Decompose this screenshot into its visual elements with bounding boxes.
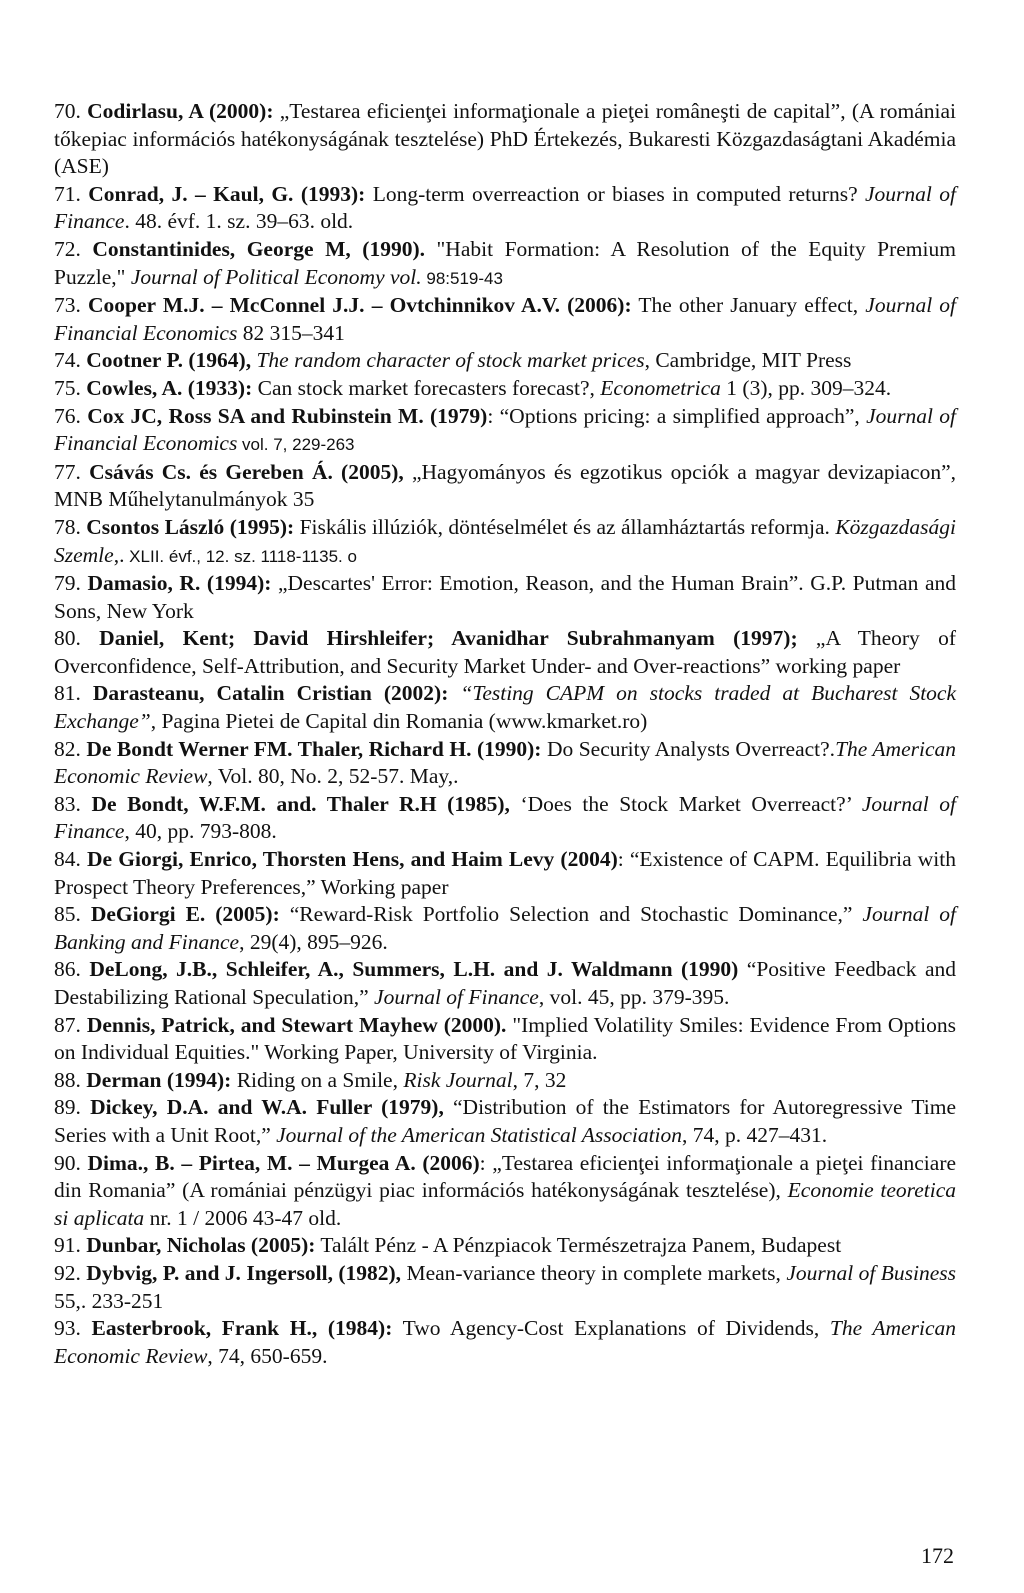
reference-entry [54,236,956,292]
reference-entry [54,459,956,514]
entry-text: , vol. 45, pp. 379-395. [538,985,730,1009]
entry-text: 55,. 233-251 [54,1288,164,1313]
entry-journal: Econometrica [600,375,721,400]
entry-text: 98:519-43 [421,268,503,288]
entry-journal: Journal of Finance [374,985,539,1009]
entry-text: . 48. évf. 1. sz. 39–63. old. [124,209,354,234]
entry-authors: De Giorgi, Enrico, Thorsten Hens, and Haim Levy (2004) [87,847,618,872]
entry-text: "Habit Formation: A Resolution of the Equity Premium Puzzle," [54,236,956,289]
entry-authors: Darasteanu, Catalin Cristian (2002): [92,681,449,706]
entry-journal: Journal of Business [786,1260,957,1285]
reference-entry [54,1094,956,1149]
entry-title: The random character of stock market prices [256,348,645,373]
reference-entry [54,292,956,347]
entry-journal: Journal of Financial Economics [54,403,957,456]
entry-text: “Reward-Risk Portfolio Selection and Stochastic Dominance,” [279,902,863,927]
entry-authors: Dennis, Patrick, and Stewart Mayhew (2000). [86,1012,507,1037]
reference-entry [54,625,956,680]
entry-authors: Dima., B. – Pirtea, M. – Murgea A. (2006) [87,1150,480,1175]
entry-text: „Hagyományos és egzotikus opciók a magyar devizapiacon”, MNB Műhelytanulmányok 35 [54,459,956,512]
entry-authors: Derman (1994): [86,1067,232,1092]
entry-number: 84. [54,847,81,872]
entry-text: , Pagina Pietei de Capital din Romania (www.kmarket.ro) [150,709,648,734]
entry-journal: Journal of Financial Economics [54,293,957,345]
entry-text: “Distribution of the Estimators for Autoregressive Time Series with a Unit Root,” [54,1095,957,1147]
entry-number: 75. [54,375,81,400]
entry-number: 70. [54,99,81,123]
entry-number: 73. [54,293,81,318]
entry-authors: Cooper M.J. – McConnel J.J. – Ovtchinnikov A.V. (2006): [88,293,632,318]
entry-number: 89. [54,1095,81,1120]
entry-text: , 40, pp. 793-808. [124,819,277,844]
entry-authors: Dunbar, Nicholas (2005): [86,1233,316,1258]
entry-text: Riding on a Smile, [231,1067,404,1092]
reference-entry [54,403,956,459]
entry-text: XLII. évf., 12. sz. 1118-1135. o [124,546,357,566]
entry-journal: Journal of Finance [54,181,957,234]
reference-entry [54,901,956,956]
entry-text: : “Existence of CAPM. Equilibria with Prospect Theory Preferences,” Working paper [54,847,956,899]
reference-entry [54,791,956,846]
entry-number: 82. [54,736,81,761]
entry-number: 91. [54,1233,81,1258]
entry-journal: The American Economic Review [54,736,956,789]
entry-authors: Csontos László (1995): [86,514,295,539]
entry-number: 77. [54,459,81,484]
entry-text: “Positive Feedback and Destabilizing Rational Speculation,” [54,957,956,1009]
reference-entry [54,956,956,1011]
reference-list [54,98,956,1370]
entry-number: 79. [54,571,81,596]
entry-authors: Cowles, A. (1933): [86,375,253,400]
entry-text: The other January effect, [631,293,866,318]
entry-journal: Journal of the American Statistical Association [276,1122,683,1147]
entry-text: : „Testarea eficienţei informaţionale a pieţei financiare din Romania” (A romániai pénzügyi piac információs hatékonyságának tesztelése), [54,1150,957,1203]
entry-number: 86. [54,957,81,982]
entry-journal: Economie teoretica si aplicata [54,1178,956,1230]
entry-number: 88. [54,1067,81,1092]
reference-entry [54,570,956,625]
entry-text: , 74, p. 427–431. [682,1122,828,1147]
entry-authors: Dickey, D.A. and W.A. Fuller (1979), [90,1095,444,1120]
entry-number: 81. [54,681,81,706]
entry-authors: Easterbrook, Frank H., (1984): [91,1316,393,1341]
entry-number: 93. [54,1316,81,1341]
entry-text: 1 (3), pp. 309–324. [720,375,892,400]
reference-entry [54,514,956,570]
entry-number: 83. [54,791,81,816]
reference-entry [54,1315,956,1370]
reference-entry [54,1012,956,1067]
entry-text: Fiskális illúziók, döntéselmélet és az államháztartás reformja. [294,514,836,539]
entry-text: „Descartes' Error: Emotion, Reason, and the Human Brain”. G.P. Putman and Sons, New York [54,571,956,623]
entry-number: 87. [54,1012,81,1037]
reference-entry [54,1150,956,1233]
entry-authors: Daniel, Kent; David Hirshleifer; Avanidhar Subrahmanyam (1997); [99,626,798,651]
entry-number: 71. [54,181,81,206]
entry-text: Mean-variance theory in complete markets, [401,1260,787,1285]
entry-authors: DeGiorgi E. (2005): [90,902,280,927]
entry-text: Do Security Analysts Overreact?. [541,736,836,761]
entry-authors: DeLong, J.B., Schleifer, A., Summers, L.H. and J. Waldmann (1990) [89,957,739,982]
entry-title: “Testing CAPM on stocks traded at Bucharest Stock Exchange” [54,681,957,734]
reference-entry [54,347,956,375]
entry-text: , Vol. 80, No. 2, 52-57. May,. [207,764,459,789]
reference-entry [54,1067,956,1095]
entry-number: 78. [54,514,81,539]
entry-text: Talált Pénz - A Pénzpiacok Természetrajza Panem, Budapest [315,1233,842,1258]
entry-text: Long-term overreaction or biases in computed returns? [365,181,866,206]
reference-entry [54,680,956,735]
entry-text: „Testarea eficienţei informaţionale a pieţei româneşti de capital”, (A romániai tőkepiac információs hatékonyságának tesztelése) PhD Értekezés, Bukaresti Közgazdaságtani Akadémia (ASE) [54,99,957,179]
entry-number: 80. [54,626,81,651]
entry-number: 76. [54,403,81,428]
entry-journal: Journal of Banking and Finance [54,902,956,954]
entry-journal: Journal of Finance [54,791,957,844]
reference-entry [54,98,956,181]
entry-text: Can stock market forecasters forecast?, [252,375,601,400]
entry-number: 90. [54,1150,81,1175]
reference-entry [54,181,956,236]
entry-text: , 29(4), 895–926. [239,929,388,954]
entry-text: , Cambridge, MIT Press [644,348,852,373]
entry-authors: De Bondt, W.F.M. and. Thaler R.H (1985), [91,791,510,816]
entry-text: ‘Does the Stock Market Overreact?’ [509,791,862,816]
reference-entry [54,1232,956,1260]
entry-authors: Conrad, J. – Kaul, G. (1993): [88,181,366,206]
reference-entry [54,736,956,791]
entry-journal: The American Economic Review [54,1316,956,1368]
entry-authors: De Bondt Werner FM. Thaler, Richard H. (1990): [86,736,542,761]
entry-number: 92. [54,1260,81,1285]
page-number: 172 [921,1543,954,1568]
entry-number: 85. [54,902,81,927]
entry-text: , 7, 32 [512,1067,567,1092]
entry-text: 82 315–341 [237,320,345,345]
entry-text: Two Agency-Cost Explanations of Dividends, [392,1316,830,1341]
entry-authors: Constantinides, George M, (1990). [92,236,425,261]
reference-entry [54,846,956,901]
entry-text: ,. [113,542,125,567]
entry-text: „A Theory of Overconfidence, Self-Attribution, and Security Market Under- and Over-reactions” working paper [54,626,956,678]
entry-authors: Dybvig, P. and J. Ingersoll, (1982), [86,1260,402,1285]
entry-text: vol. 7, 229-263 [237,435,355,455]
entry-text: , 74, 650-659. [207,1343,328,1368]
entry-journal: Közgazdasági Szemle [54,514,956,567]
entry-text: : “Options pricing: a simplified approach”, [487,403,867,428]
reference-entry [54,375,956,403]
entry-journal: Journal of Political Economy vol. [130,264,422,289]
entry-text: "Implied Volatility Smiles: Evidence From Options on Individual Equities." Working Paper, University of Virginia. [54,1012,957,1065]
entry-authors: Csávás Cs. és Gereben Á. (2005), [89,459,404,484]
entry-text [448,681,460,705]
entry-number: 72. [54,236,81,261]
entry-authors: Cootner P. (1964), [86,348,252,373]
entry-authors: Damasio, R. (1994): [87,571,272,596]
entry-journal: Risk Journal [403,1067,513,1092]
entry-number: 74. [54,348,81,373]
entry-authors: Codirlasu, A (2000): [87,99,274,123]
entry-text: nr. 1 / 2006 43-47 old. [144,1205,342,1230]
reference-entry [54,1260,956,1315]
entry-authors: Cox JC, Ross SA and Rubinstein M. (1979) [87,403,488,428]
